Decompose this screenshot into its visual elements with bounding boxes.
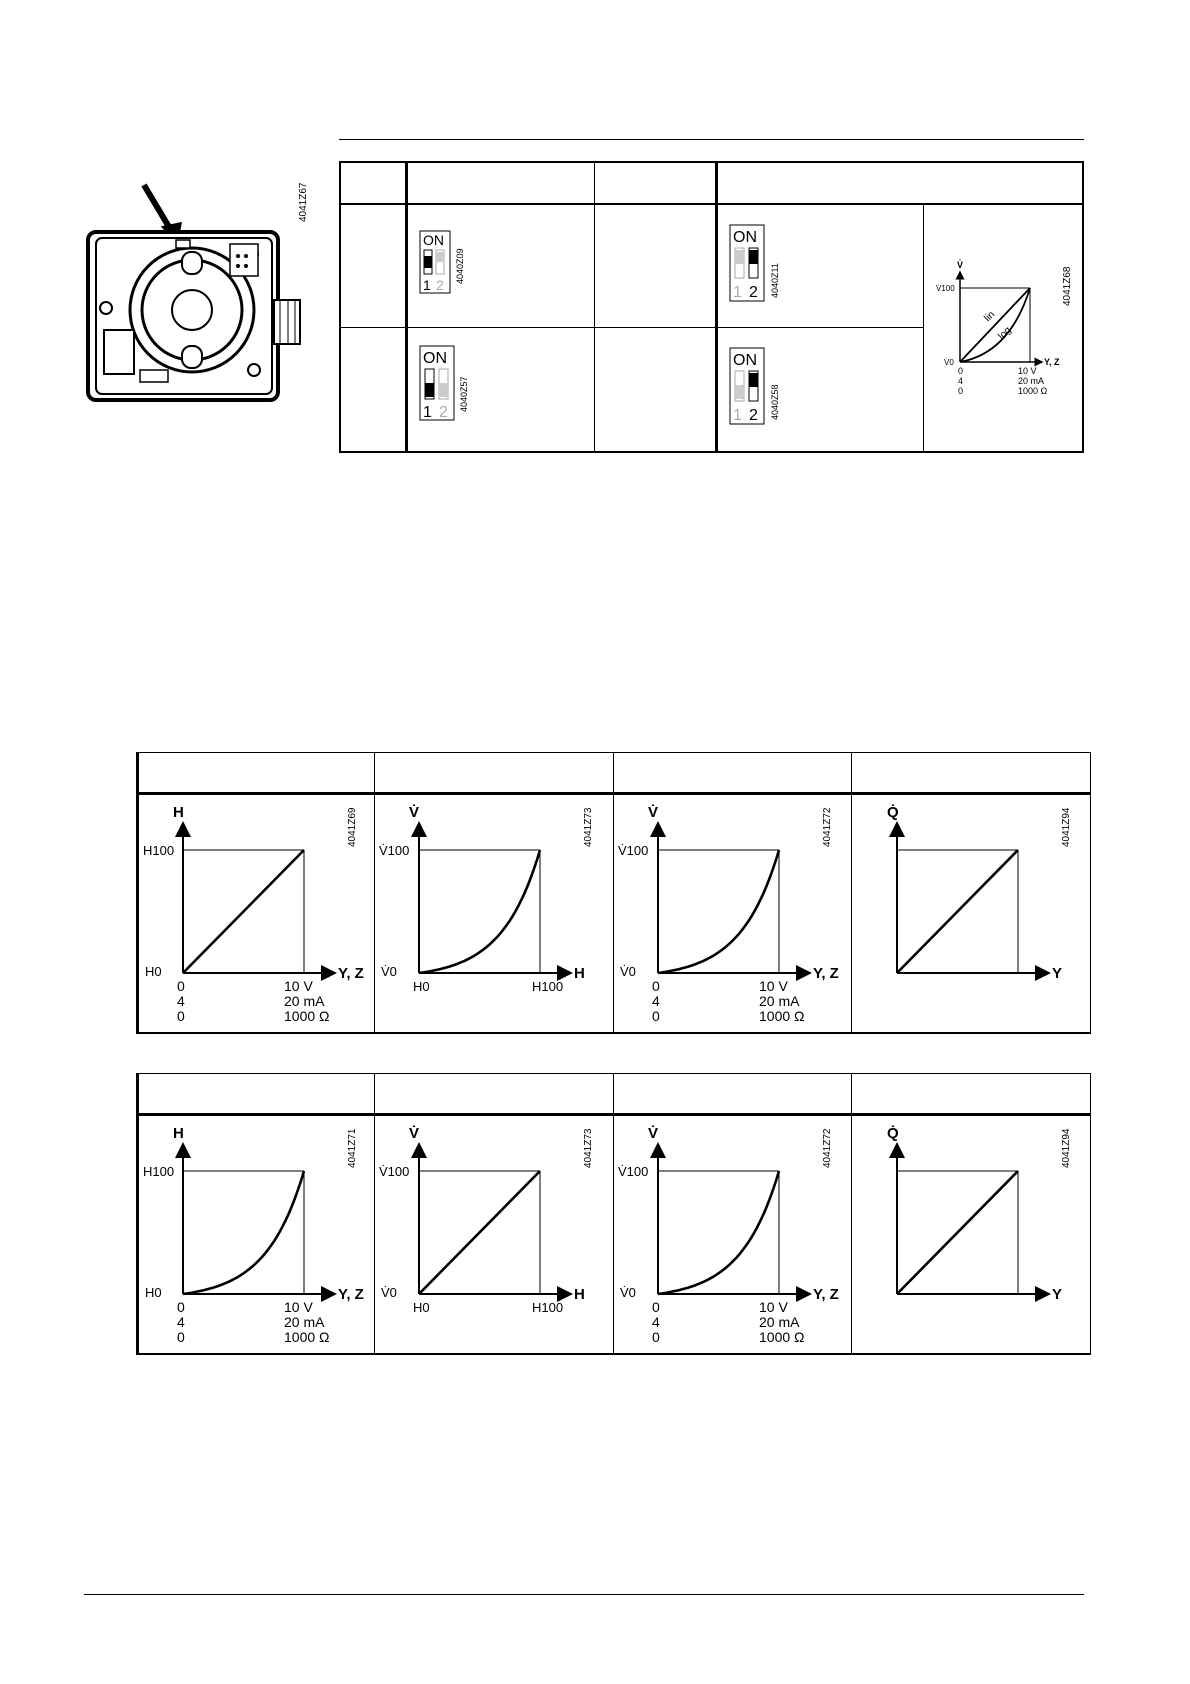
chart-code: 4041Z72 — [822, 1128, 833, 1168]
scale-end-label: 10 V — [284, 978, 313, 994]
scale-end-label: 1000 Ω — [759, 1329, 805, 1345]
y-axis-label: Q̇ — [887, 804, 899, 821]
chart-svg — [139, 795, 373, 1031]
characteristic-curve — [658, 1171, 779, 1294]
section-rule — [339, 139, 1084, 140]
chart-code: 4041Z94 — [1061, 807, 1072, 847]
chart-svg — [375, 1116, 609, 1352]
actuator-drawing — [84, 180, 314, 410]
chart-svg — [614, 1116, 848, 1352]
y-axis-label: V̇ — [648, 804, 659, 821]
scale-start-label: 0 — [177, 1299, 185, 1315]
dip-code-top-mid: 4040Z11 — [770, 263, 780, 298]
scale-end-label: 20 mA — [284, 993, 325, 1009]
chart-cell — [139, 1116, 373, 1352]
y-axis-label: H — [173, 1125, 184, 1142]
mini-lin-curve — [960, 288, 1030, 362]
svg-text:2: 2 — [436, 277, 444, 293]
dip-switch-bottom-left — [419, 345, 455, 421]
y-bottom-label: H0 — [145, 964, 162, 979]
scale-start-label: 0 — [177, 978, 185, 994]
svg-text:ON: ON — [733, 229, 757, 246]
x-high-label: H100 — [532, 1300, 564, 1315]
x-axis-label: Y, Z — [813, 965, 839, 982]
y-top-label: H100 — [143, 1164, 175, 1179]
svg-text:1000 Ω: 1000 Ω — [1018, 386, 1048, 396]
scale-end-label: 20 mA — [284, 1314, 325, 1330]
chart-svg — [853, 1116, 1087, 1352]
svg-text:4: 4 — [958, 376, 964, 386]
svg-text:Y, Z: Y, Z — [1044, 357, 1060, 367]
scale-end-label: 10 V — [759, 1299, 788, 1315]
svg-text:0: 0 — [958, 366, 964, 376]
scale-end-label: 10 V — [284, 1299, 313, 1315]
svg-text:1: 1 — [423, 277, 431, 293]
x-low-label: H0 — [413, 979, 430, 994]
y-top-label: V̇100 — [379, 843, 410, 858]
svg-text:V̇: V̇ — [957, 260, 964, 270]
scale-start-label: 0 — [177, 1329, 185, 1345]
x-low-label: H0 — [413, 1300, 430, 1315]
x-axis-label: Y, Z — [338, 965, 364, 982]
characteristic-curve — [658, 850, 779, 973]
scale-start-label: 0 — [652, 1329, 660, 1345]
chart-code: 4041Z73 — [583, 807, 594, 847]
x-axis-label: Y — [1052, 1286, 1063, 1303]
x-axis-label: Y, Z — [338, 1286, 364, 1303]
y-bottom-label: H0 — [145, 1285, 162, 1300]
chart-cell — [853, 795, 1087, 1031]
y-bottom-label: V̇0 — [620, 964, 636, 979]
y-axis-label: Q̇ — [887, 1125, 899, 1142]
dip-switch-top-left — [419, 230, 451, 294]
chart-svg — [853, 795, 1087, 1031]
chart-cell — [375, 1116, 609, 1352]
y-top-label: V̇100 — [618, 843, 649, 858]
x-axis-label: Y, Z — [813, 1286, 839, 1303]
y-top-label: H100 — [143, 843, 175, 858]
device-photo — [84, 180, 314, 410]
scale-end-label: 1000 Ω — [284, 1329, 330, 1345]
y-bottom-label: V̇0 — [381, 964, 397, 979]
y-bottom-label: V̇0 — [620, 1285, 636, 1300]
dip-code-bottom-left: 4040Z57 — [459, 376, 469, 412]
characteristic-curve — [419, 1171, 540, 1294]
dip-switch-top-mid — [729, 224, 765, 302]
svg-text:1: 1 — [733, 284, 742, 301]
chart-code: 4041Z94 — [1061, 1128, 1072, 1168]
chart-code: 4041Z69 — [347, 807, 358, 847]
scale-start-label: 4 — [652, 1314, 660, 1330]
chart-code: 4041Z73 — [583, 1128, 594, 1168]
scale-start-label: 0 — [652, 978, 660, 994]
scale-start-label: 0 — [652, 1008, 660, 1024]
mini-chart-code: 4041Z68 — [1062, 266, 1073, 306]
characteristic-curve — [897, 850, 1018, 973]
characteristic-curve — [419, 850, 540, 973]
scale-start-label: 4 — [177, 993, 185, 1009]
svg-text:20 mA: 20 mA — [1018, 376, 1045, 386]
chart-code: 4041Z72 — [822, 807, 833, 847]
scale-start-label: 0 — [652, 1299, 660, 1315]
svg-text:log: log — [996, 324, 1014, 343]
svg-text:2: 2 — [439, 404, 448, 421]
characteristic-curve — [183, 1171, 304, 1294]
svg-text:ON: ON — [733, 352, 757, 369]
characteristic-curve — [897, 1171, 1018, 1294]
svg-text:ON: ON — [423, 232, 444, 248]
scale-start-label: 0 — [177, 1008, 185, 1024]
svg-text:2: 2 — [749, 407, 758, 424]
y-top-label: V̇100 — [379, 1164, 410, 1179]
scale-end-label: 1000 Ω — [284, 1008, 330, 1024]
chart-cell — [139, 795, 373, 1031]
x-high-label: H100 — [532, 979, 564, 994]
svg-text:V̇0: V̇0 — [944, 358, 954, 367]
x-axis-label: Y — [1052, 965, 1063, 982]
y-axis-label: V̇ — [409, 804, 420, 821]
scale-end-label: 20 mA — [759, 1314, 800, 1330]
chart-cell — [614, 795, 848, 1031]
chart-svg — [139, 1116, 373, 1352]
svg-text:lin: lin — [982, 309, 998, 325]
y-bottom-label: V̇0 — [381, 1285, 397, 1300]
svg-text:1: 1 — [423, 404, 432, 421]
dip-code-top-left: 4040Z09 — [455, 248, 465, 284]
chart-svg — [375, 795, 609, 1031]
y-top-label: V̇100 — [618, 1164, 649, 1179]
svg-text:10 V: 10 V — [1018, 366, 1037, 376]
mini-chart — [930, 258, 1080, 408]
x-axis-label: H — [574, 965, 585, 982]
photo-code: 4041Z67 — [298, 182, 309, 222]
svg-text:0: 0 — [958, 386, 964, 396]
chart-cell — [614, 1116, 848, 1352]
svg-text:ON: ON — [423, 350, 447, 367]
chart-svg — [614, 795, 848, 1031]
chart-cell — [375, 795, 609, 1031]
scale-start-label: 4 — [177, 1314, 185, 1330]
scale-end-label: 20 mA — [759, 993, 800, 1009]
footer-rule — [84, 1594, 1084, 1595]
chart-code: 4041Z71 — [347, 1128, 358, 1168]
characteristic-curve — [183, 850, 304, 973]
y-axis-label: V̇ — [409, 1125, 420, 1142]
scale-start-label: 4 — [652, 993, 660, 1009]
svg-text:1: 1 — [733, 407, 742, 424]
dip-code-bottom-mid: 4040Z58 — [770, 384, 780, 420]
x-axis-label: H — [574, 1286, 585, 1303]
chart-cell — [853, 1116, 1087, 1352]
dip-switch-bottom-mid — [729, 347, 765, 425]
svg-text:2: 2 — [749, 284, 758, 301]
scale-end-label: 10 V — [759, 978, 788, 994]
y-axis-label: V̇ — [648, 1125, 659, 1142]
scale-end-label: 1000 Ω — [759, 1008, 805, 1024]
y-axis-label: H — [173, 804, 184, 821]
svg-text:V̇100: V̇100 — [936, 284, 955, 293]
